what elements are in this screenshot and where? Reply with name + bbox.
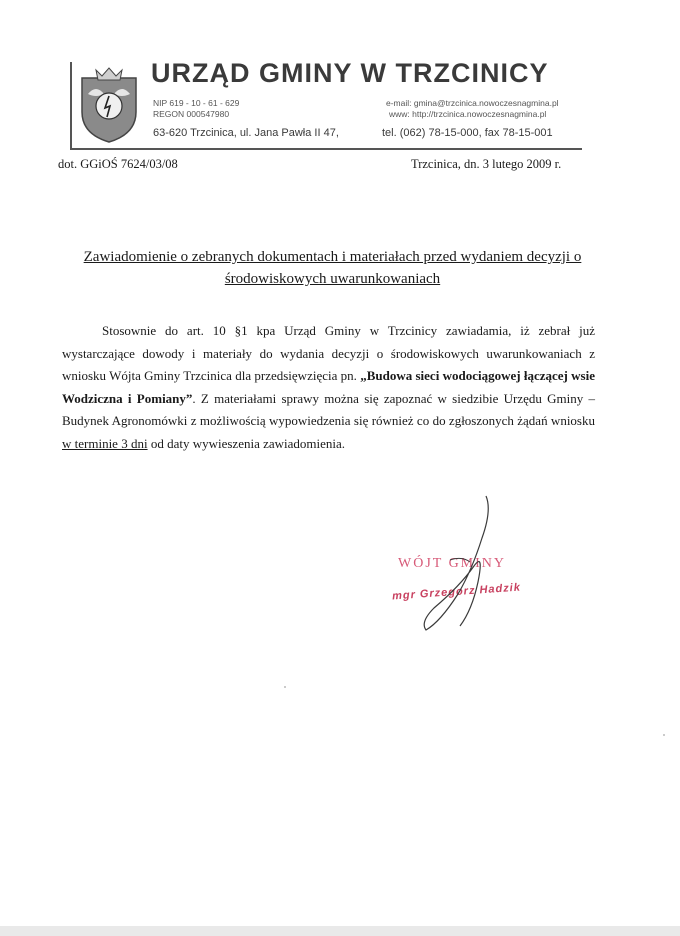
body-text-part-2: . Z materiałami sprawy można się zapoznać w siedzibie Urzędu Gminy – Budynek Agronomówki z możliwością wypowiedzenia się również co do zgłoszonych żądań wniosku: [62, 390, 595, 428]
office-name: URZĄD GMINY W TRZCINICY: [151, 58, 549, 88]
stamp-name: mgr Grzegorz Hadzik: [391, 581, 522, 603]
deadline: w terminie 3 dni: [62, 435, 148, 451]
scan-speck: [284, 686, 286, 688]
handwritten-signature: [400, 490, 540, 640]
subject-line-1: Zawiadomienie o zebranych dokumentach i materiałach przed wydaniem decyzji o: [83, 249, 582, 265]
scan-edge: [0, 926, 680, 936]
project-name: „Budowa sieci wodociągowej łączącej wsie Wodziczna i Pomiany”: [62, 368, 595, 406]
document-subject: [60, 246, 605, 290]
postal-address: 63-620 Trzcinica, ul. Jana Pawła II 47,: [153, 127, 339, 139]
regon-number: REGON 000547980: [153, 109, 230, 119]
place-date: Trzcinica, dn. 3 lutego 2009 r.: [411, 157, 562, 171]
body-text-part-1: Stosownie do art. 10 §1 kpa Urząd Gminy w Trzcinicy zawiadamia, iż zebrał już wystarczające dowody i materiały do wydania decyzji o środowiskowych uwarunkowaniach z wniosku Wójta Gminy Trzcinica dla przedsięwzięcia pn.: [62, 323, 595, 383]
phone-fax: tel. (062) 78-15-000, fax 78-15-001: [382, 127, 553, 139]
body-text-part-3: od daty wywieszenia zawiadomienia.: [147, 435, 346, 451]
email-address: e-mail: gmina@trzcinica.nowoczesnagmina.pl: [386, 98, 559, 108]
website-address: www: http://trzcinica.nowoczesnagmina.pl: [389, 109, 547, 119]
notice-body: [62, 320, 595, 455]
nip-number: NIP 619 - 10 - 61 - 629: [153, 98, 240, 108]
case-number: dot. GGiOŚ 7624/03/08: [58, 157, 178, 171]
coat-of-arms-icon: [74, 64, 144, 144]
stamp-title: WÓJT GMINY: [398, 556, 507, 571]
scan-speck: [663, 734, 665, 736]
subject-line-2: środowiskowych uwarunkowaniach: [224, 271, 441, 287]
